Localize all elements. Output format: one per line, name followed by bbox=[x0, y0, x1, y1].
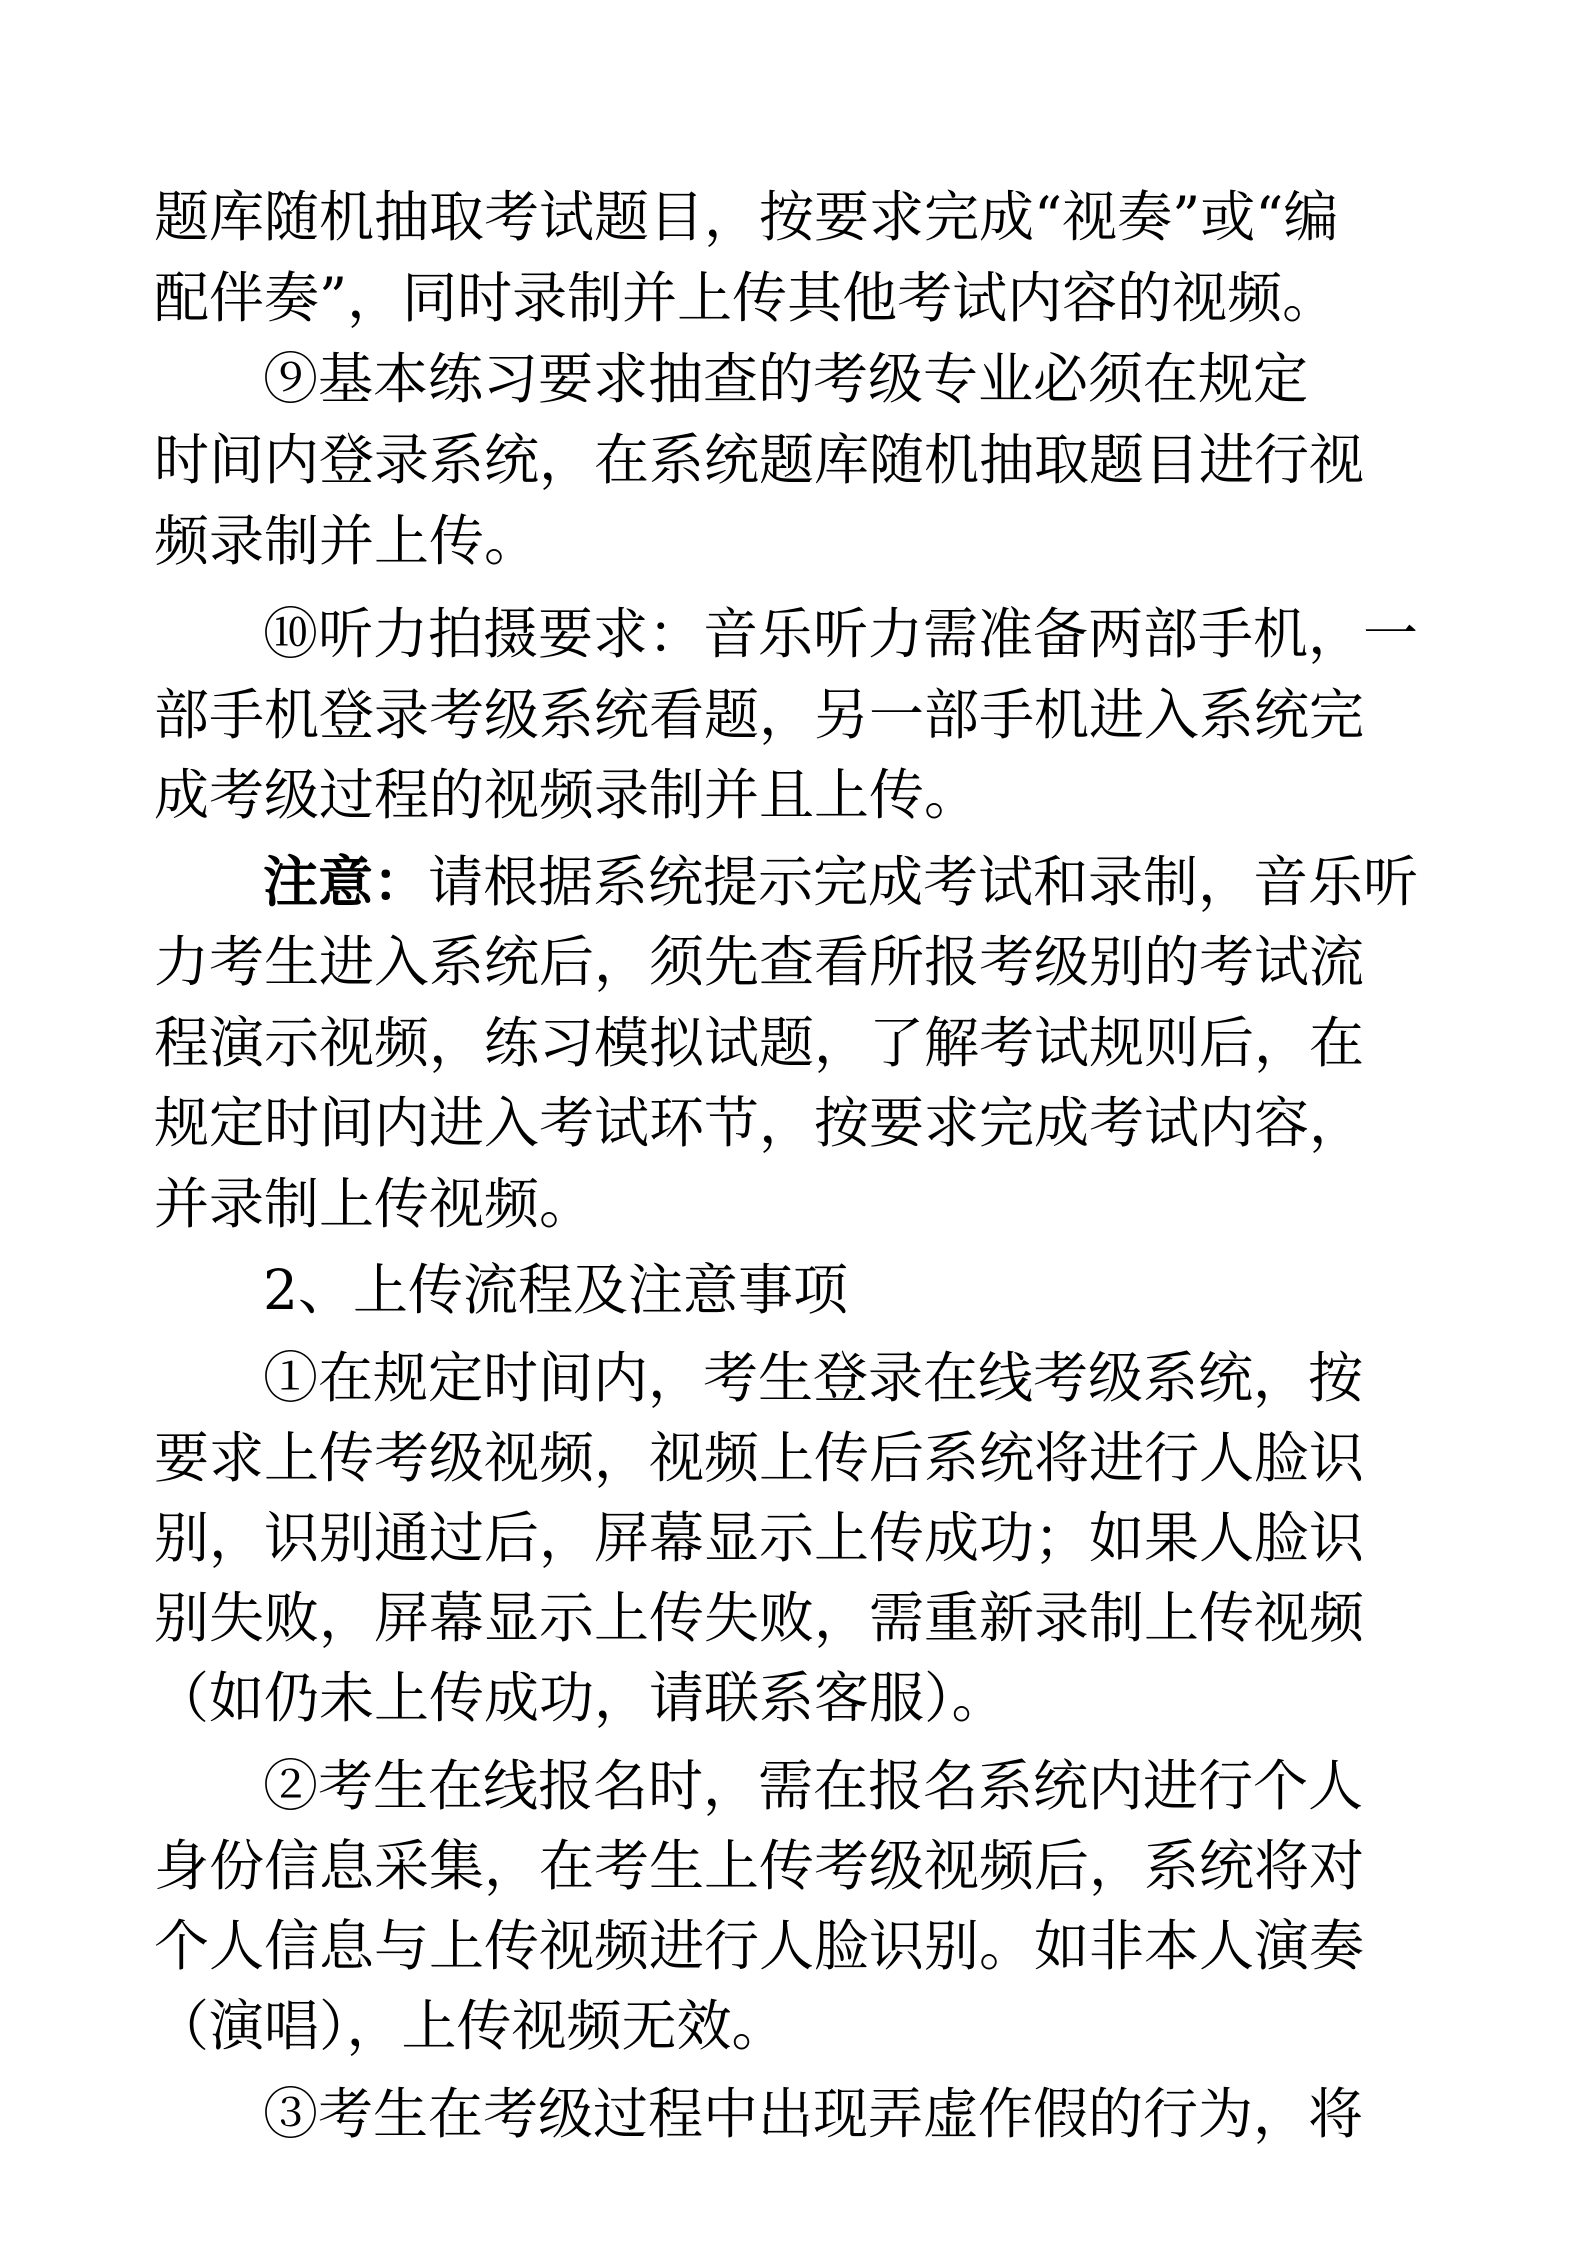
paragraph-line: 成考级过程的视频录制并且上传。 bbox=[154, 763, 980, 827]
item-2-line: ②考生在线报名时，需在报名系统内进行个人 bbox=[263, 1754, 1364, 1818]
item-10-line: ⑩听力拍摄要求：音乐听力需准备两部手机，一 bbox=[263, 602, 1419, 666]
paragraph-line: 配伴奏”，同时录制并上传其他考试内容的视频。 bbox=[154, 266, 1338, 330]
section-heading: 2、上传流程及注意事项 bbox=[263, 1258, 848, 1322]
note-line bbox=[263, 848, 1434, 916]
paragraph-line: （演唱），上传视频无效。 bbox=[154, 1994, 787, 2058]
paragraph-line: （如仍未上传成功，请联系客服）。 bbox=[154, 1666, 1007, 1730]
paragraph-line: 规定时间内进入考试环节，按要求完成考试内容， bbox=[154, 1091, 1365, 1155]
paragraph-line: 别，识别通过后，屏幕显示上传成功；如果人脸识 bbox=[154, 1506, 1365, 1570]
paragraph-line: 程演示视频，练习模拟试题，了解考试规则后，在 bbox=[154, 1011, 1365, 1075]
paragraph-line: 并录制上传视频。 bbox=[154, 1172, 595, 1236]
paragraph-line: 别失败，屏幕显示上传失败，需重新录制上传视频 bbox=[154, 1586, 1365, 1650]
paragraph-line: 频录制并上传。 bbox=[154, 509, 540, 573]
paragraph-line: 题库随机抽取考试题目，按要求完成“视奏”或“编 bbox=[154, 185, 1339, 249]
paragraph-line: 要求上传考级视频，视频上传后系统将进行人脸识 bbox=[154, 1426, 1365, 1490]
item-3-line: ③考生在考级过程中出现弄虚作假的行为，将 bbox=[263, 2082, 1364, 2146]
note-label: 注意： bbox=[263, 849, 429, 914]
item-9-line: ⑨基本练习要求抽查的考级专业必须在规定 bbox=[263, 347, 1309, 411]
paragraph-line: 时间内登录系统，在系统题库随机抽取题目进行视 bbox=[154, 428, 1365, 492]
paragraph-line: 部手机登录考级系统看题，另一部手机进入系统完 bbox=[154, 683, 1365, 747]
item-1-line: ①在规定时间内，考生登录在线考级系统，按 bbox=[263, 1346, 1364, 1410]
paragraph-line: 身份信息采集，在考生上传考级视频后，系统将对 bbox=[154, 1834, 1365, 1898]
paragraph-line: 力考生进入系统后，须先查看所报考级别的考试流 bbox=[154, 930, 1365, 994]
note-text: 请根据系统提示完成考试和录制，音乐听 bbox=[428, 850, 1419, 914]
paragraph-line: 个人信息与上传视频进行人脸识别。如非本人演奏 bbox=[154, 1914, 1365, 1978]
